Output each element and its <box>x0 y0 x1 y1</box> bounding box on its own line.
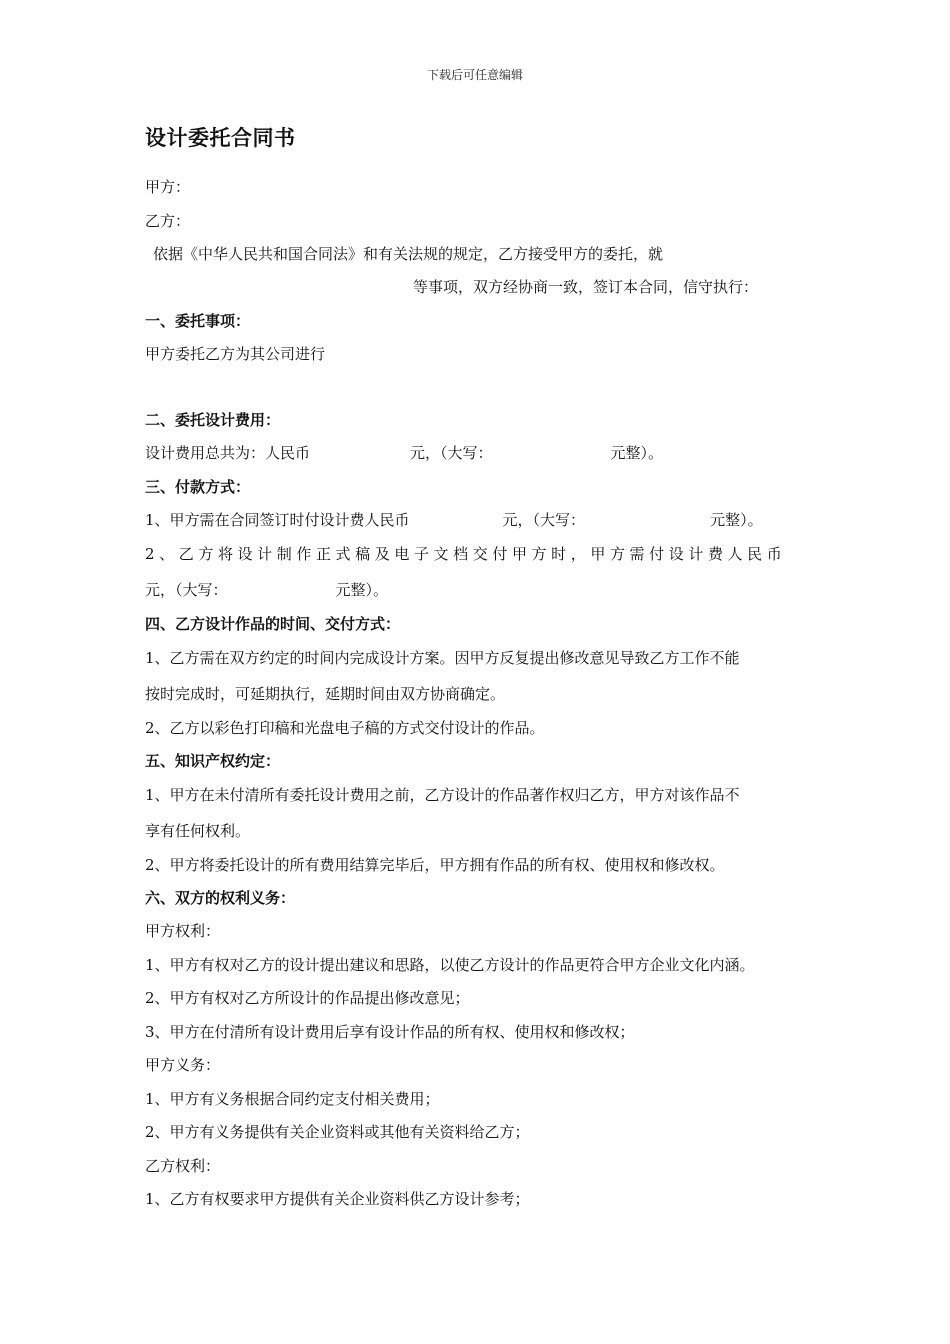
party-a-right-1: 1、甲方有权对乙方的设计提出建议和思路，以使乙方设计的作品更符合甲方企业文化内涵。 <box>145 956 755 974</box>
party-a-right-3: 3、甲方在付清所有设计费用后享有设计作品的所有权、使用权和修改权； <box>145 1023 635 1041</box>
section-1-heading: 一、委托事项： <box>145 312 251 330</box>
design-fee-line <box>145 443 663 463</box>
party-a-duties-label: 甲方义务： <box>145 1056 221 1074</box>
section-3-heading: 三、付款方式： <box>145 478 251 496</box>
delivery-item-2: 2、乙方以彩色打印稿和光盘电子稿的方式交付设计的作品。 <box>145 719 545 737</box>
payment-item-1-capital: 元，（大写： <box>502 511 586 529</box>
delivery-item-1-cont: 按时完成时，可延期执行，延期时间由双方协商确定。 <box>145 685 506 703</box>
header-note: 下载后可任意编辑 <box>426 68 523 82</box>
party-b-rights-label: 乙方权利： <box>145 1157 221 1175</box>
party-a-rights-label: 甲方权利： <box>145 922 221 940</box>
section-6-heading: 六、双方的权利义务： <box>145 889 296 907</box>
delivery-item-1: 1、乙方需在双方约定的时间内完成设计方案。因甲方反复提出修改意见导致乙方工作不能 <box>145 649 740 667</box>
intro-line-1: 依据《中华人民共和国合同法》和有关法规的规定，乙方接受甲方的委托，就 <box>153 245 664 263</box>
section-2-heading: 二、委托设计费用： <box>145 411 281 429</box>
party-a-duty-1: 1、甲方有义务根据合同约定支付相关费用； <box>145 1090 440 1108</box>
party-a-duty-2: 2、甲方有义务提供有关企业资料或其他有关资料给乙方； <box>145 1123 530 1141</box>
party-b-label: 乙方： <box>145 212 191 230</box>
section-1-text: 甲方委托乙方为其公司进行 <box>145 345 326 363</box>
design-fee-label: 设计费用总共为：人民币 <box>145 444 311 462</box>
ip-item-1-cont: 享有任何权利。 <box>145 822 251 840</box>
payment-item-2: 2、乙方将设计制作正式稿及电子文档交付甲方时，甲方需付设计费人民币 <box>145 545 787 563</box>
intro-line-2: 等事项，双方经协商一致，签订本合同，信守执行： <box>413 278 759 296</box>
design-fee-end: 元整）。 <box>610 444 664 462</box>
payment-item-2-end: 元整）。 <box>335 581 389 599</box>
payment-item-1-end: 元整）。 <box>710 511 763 529</box>
section-5-heading: 五、知识产权约定： <box>145 752 281 770</box>
payment-item-2-cont <box>145 580 388 600</box>
ip-item-2: 2、甲方将委托设计的所有费用结算完毕后，甲方拥有作品的所有权、使用权和修改权。 <box>145 856 725 874</box>
party-b-right-1: 1、乙方有权要求甲方提供有关企业资料供乙方设计参考； <box>145 1190 530 1208</box>
payment-item-1 <box>145 510 763 530</box>
payment-item-2-capital: 元，（大写： <box>145 581 228 599</box>
design-fee-capital-label: 元，（大写： <box>410 444 493 462</box>
ip-item-1: 1、甲方在未付清所有委托设计费用之前，乙方设计的作品著作权归乙方，甲方对该作品不 <box>145 786 740 804</box>
party-a-label: 甲方： <box>145 178 191 196</box>
payment-item-1-label: 1、甲方需在合同签订时付设计费人民币 <box>145 511 410 529</box>
document-title: 设计委托合同书 <box>145 125 296 150</box>
party-a-right-2: 2、甲方有权对乙方所设计的作品提出修改意见； <box>145 989 470 1007</box>
section-4-heading: 四、乙方设计作品的时间、交付方式： <box>145 615 401 633</box>
